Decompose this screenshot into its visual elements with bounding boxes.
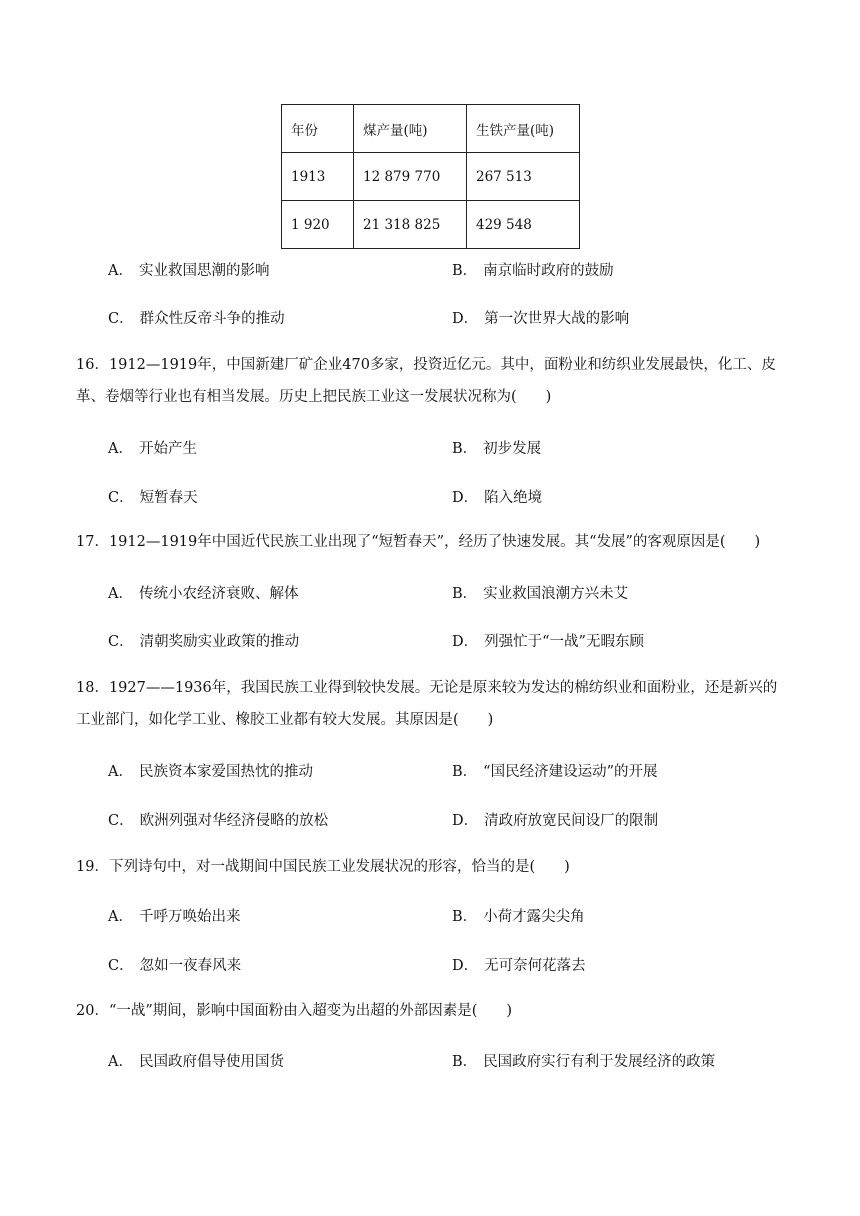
option-b (452, 437, 541, 458)
option-c (108, 809, 328, 830)
option-a (108, 905, 240, 926)
option-text: 开始产生 (138, 441, 197, 457)
option-letter: D． (452, 958, 479, 974)
option-text: 群众性反帝斗争的推动 (139, 311, 285, 327)
option-b (452, 905, 585, 926)
option-letter: C． (108, 813, 134, 829)
table-cell: 1 920 (282, 201, 354, 249)
table-cell: 429 548 (467, 201, 580, 249)
option-c (108, 630, 299, 651)
option-letter: A． (108, 263, 133, 279)
option-letter: B． (452, 1054, 478, 1070)
question-stem: 1912—1919年，中国新建厂矿企业470多家，投资近亿元。其中，面粉业和纺织业发展最快，化工、皮革、卷烟等行业也有相当发展。历史上把民族工业这一发展状况称为( ) (76, 357, 776, 405)
option-letter: C． (108, 490, 134, 506)
option-letter: C． (108, 634, 134, 650)
option-letter: B． (452, 909, 478, 925)
table-cell: 1913 (282, 153, 354, 201)
table-row (282, 201, 580, 249)
option-text: 民族资本家爱国热忱的推动 (138, 764, 313, 780)
option-d (452, 630, 644, 651)
option-text: “国民经济建设运动”的开展 (483, 764, 658, 780)
question-number: 20． (76, 1003, 109, 1019)
option-a (108, 760, 313, 781)
option-letter: B． (452, 263, 478, 279)
option-text: 初步发展 (483, 441, 542, 457)
option-text: 忽如一夜春风来 (139, 958, 242, 974)
table-header-cell: 煤产量(吨) (354, 105, 467, 153)
question-number: 16． (76, 357, 109, 373)
table-header-cell: 生铁产量(吨) (467, 105, 580, 153)
option-c (108, 954, 241, 975)
option-text: 清朝奖励实业政策的推动 (139, 634, 300, 650)
option-d (452, 486, 542, 507)
question-stem: 1912—1919年中国近代民族工业出现了“短暂春天”，经历了快速发展。其“发展”的客观原因是( ) (108, 534, 761, 550)
option-text: 短暂春天 (139, 490, 198, 506)
option-d (452, 809, 658, 830)
option-letter: A． (108, 586, 133, 602)
option-text: 实业救国浪潮方兴未艾 (483, 586, 629, 602)
question-number: 19． (76, 859, 109, 875)
option-letter: C． (108, 311, 134, 327)
option-b (452, 259, 614, 280)
table-cell: 12 879 770 (354, 153, 467, 201)
option-text: 千呼万唤始出来 (138, 909, 241, 925)
question-stem: 1927——1936年，我国民族工业得到较快发展。无论是原来较为发达的棉纺织业和面粉业，还是新兴的工业部门，如化学工业、橡胶工业都有较大发展。其原因是( ) (76, 680, 778, 728)
question-19 (76, 851, 786, 883)
option-text: 无可奈何花落去 (484, 958, 586, 974)
option-c (108, 307, 285, 328)
option-letter: D． (452, 813, 479, 829)
option-c (108, 486, 198, 507)
question-16 (76, 349, 786, 413)
table-header-row (282, 105, 580, 153)
question-stem: 下列诗句中，对一战期间中国民族工业发展状况的形容，恰当的是( ) (108, 859, 570, 875)
option-text: 清政府放宽民间设厂的限制 (484, 813, 659, 829)
option-text: 列强忙于“一战”无暇东顾 (484, 634, 644, 650)
question-18 (76, 672, 786, 736)
option-text: 欧洲列强对华经济侵略的放松 (139, 813, 329, 829)
option-letter: B． (452, 441, 478, 457)
option-text: 小荷才露尖尖角 (483, 909, 585, 925)
option-a (108, 1050, 284, 1071)
option-text: 第一次世界大战的影响 (484, 311, 630, 327)
option-a (108, 437, 197, 458)
option-letter: A． (108, 441, 133, 457)
option-text: 民国政府倡导使用国货 (138, 1054, 284, 1070)
table-row (282, 153, 580, 201)
table-header-cell: 年份 (282, 105, 354, 153)
option-letter: B． (452, 764, 478, 780)
option-letter: A． (108, 1054, 133, 1070)
production-table (281, 104, 580, 249)
option-text: 传统小农经济衰败、解体 (138, 586, 299, 602)
option-letter: B． (452, 586, 478, 602)
question-number: 18． (76, 680, 109, 696)
option-text: 陷入绝境 (484, 490, 543, 506)
option-d (452, 307, 629, 328)
option-d (452, 954, 586, 975)
option-text: 实业救国思潮的影响 (138, 263, 270, 279)
question-20 (76, 995, 786, 1027)
option-letter: A． (108, 909, 133, 925)
question-number: 17． (76, 534, 109, 550)
table-cell: 21 318 825 (354, 201, 467, 249)
table-cell: 267 513 (467, 153, 580, 201)
question-stem: “一战”期间，影响中国面粉由入超变为出超的外部因素是( ) (108, 1003, 513, 1019)
option-letter: D． (452, 490, 479, 506)
option-letter: A． (108, 764, 133, 780)
option-a (108, 582, 298, 603)
option-letter: C． (108, 958, 134, 974)
option-a (108, 259, 269, 280)
option-b (452, 760, 657, 781)
option-b (452, 582, 628, 603)
option-letter: D． (452, 634, 479, 650)
option-text: 南京临时政府的鼓励 (483, 263, 614, 279)
option-letter: D． (452, 311, 479, 327)
option-text: 民国政府实行有利于发展经济的政策 (483, 1054, 716, 1070)
question-17 (76, 526, 786, 558)
option-b (452, 1050, 715, 1071)
